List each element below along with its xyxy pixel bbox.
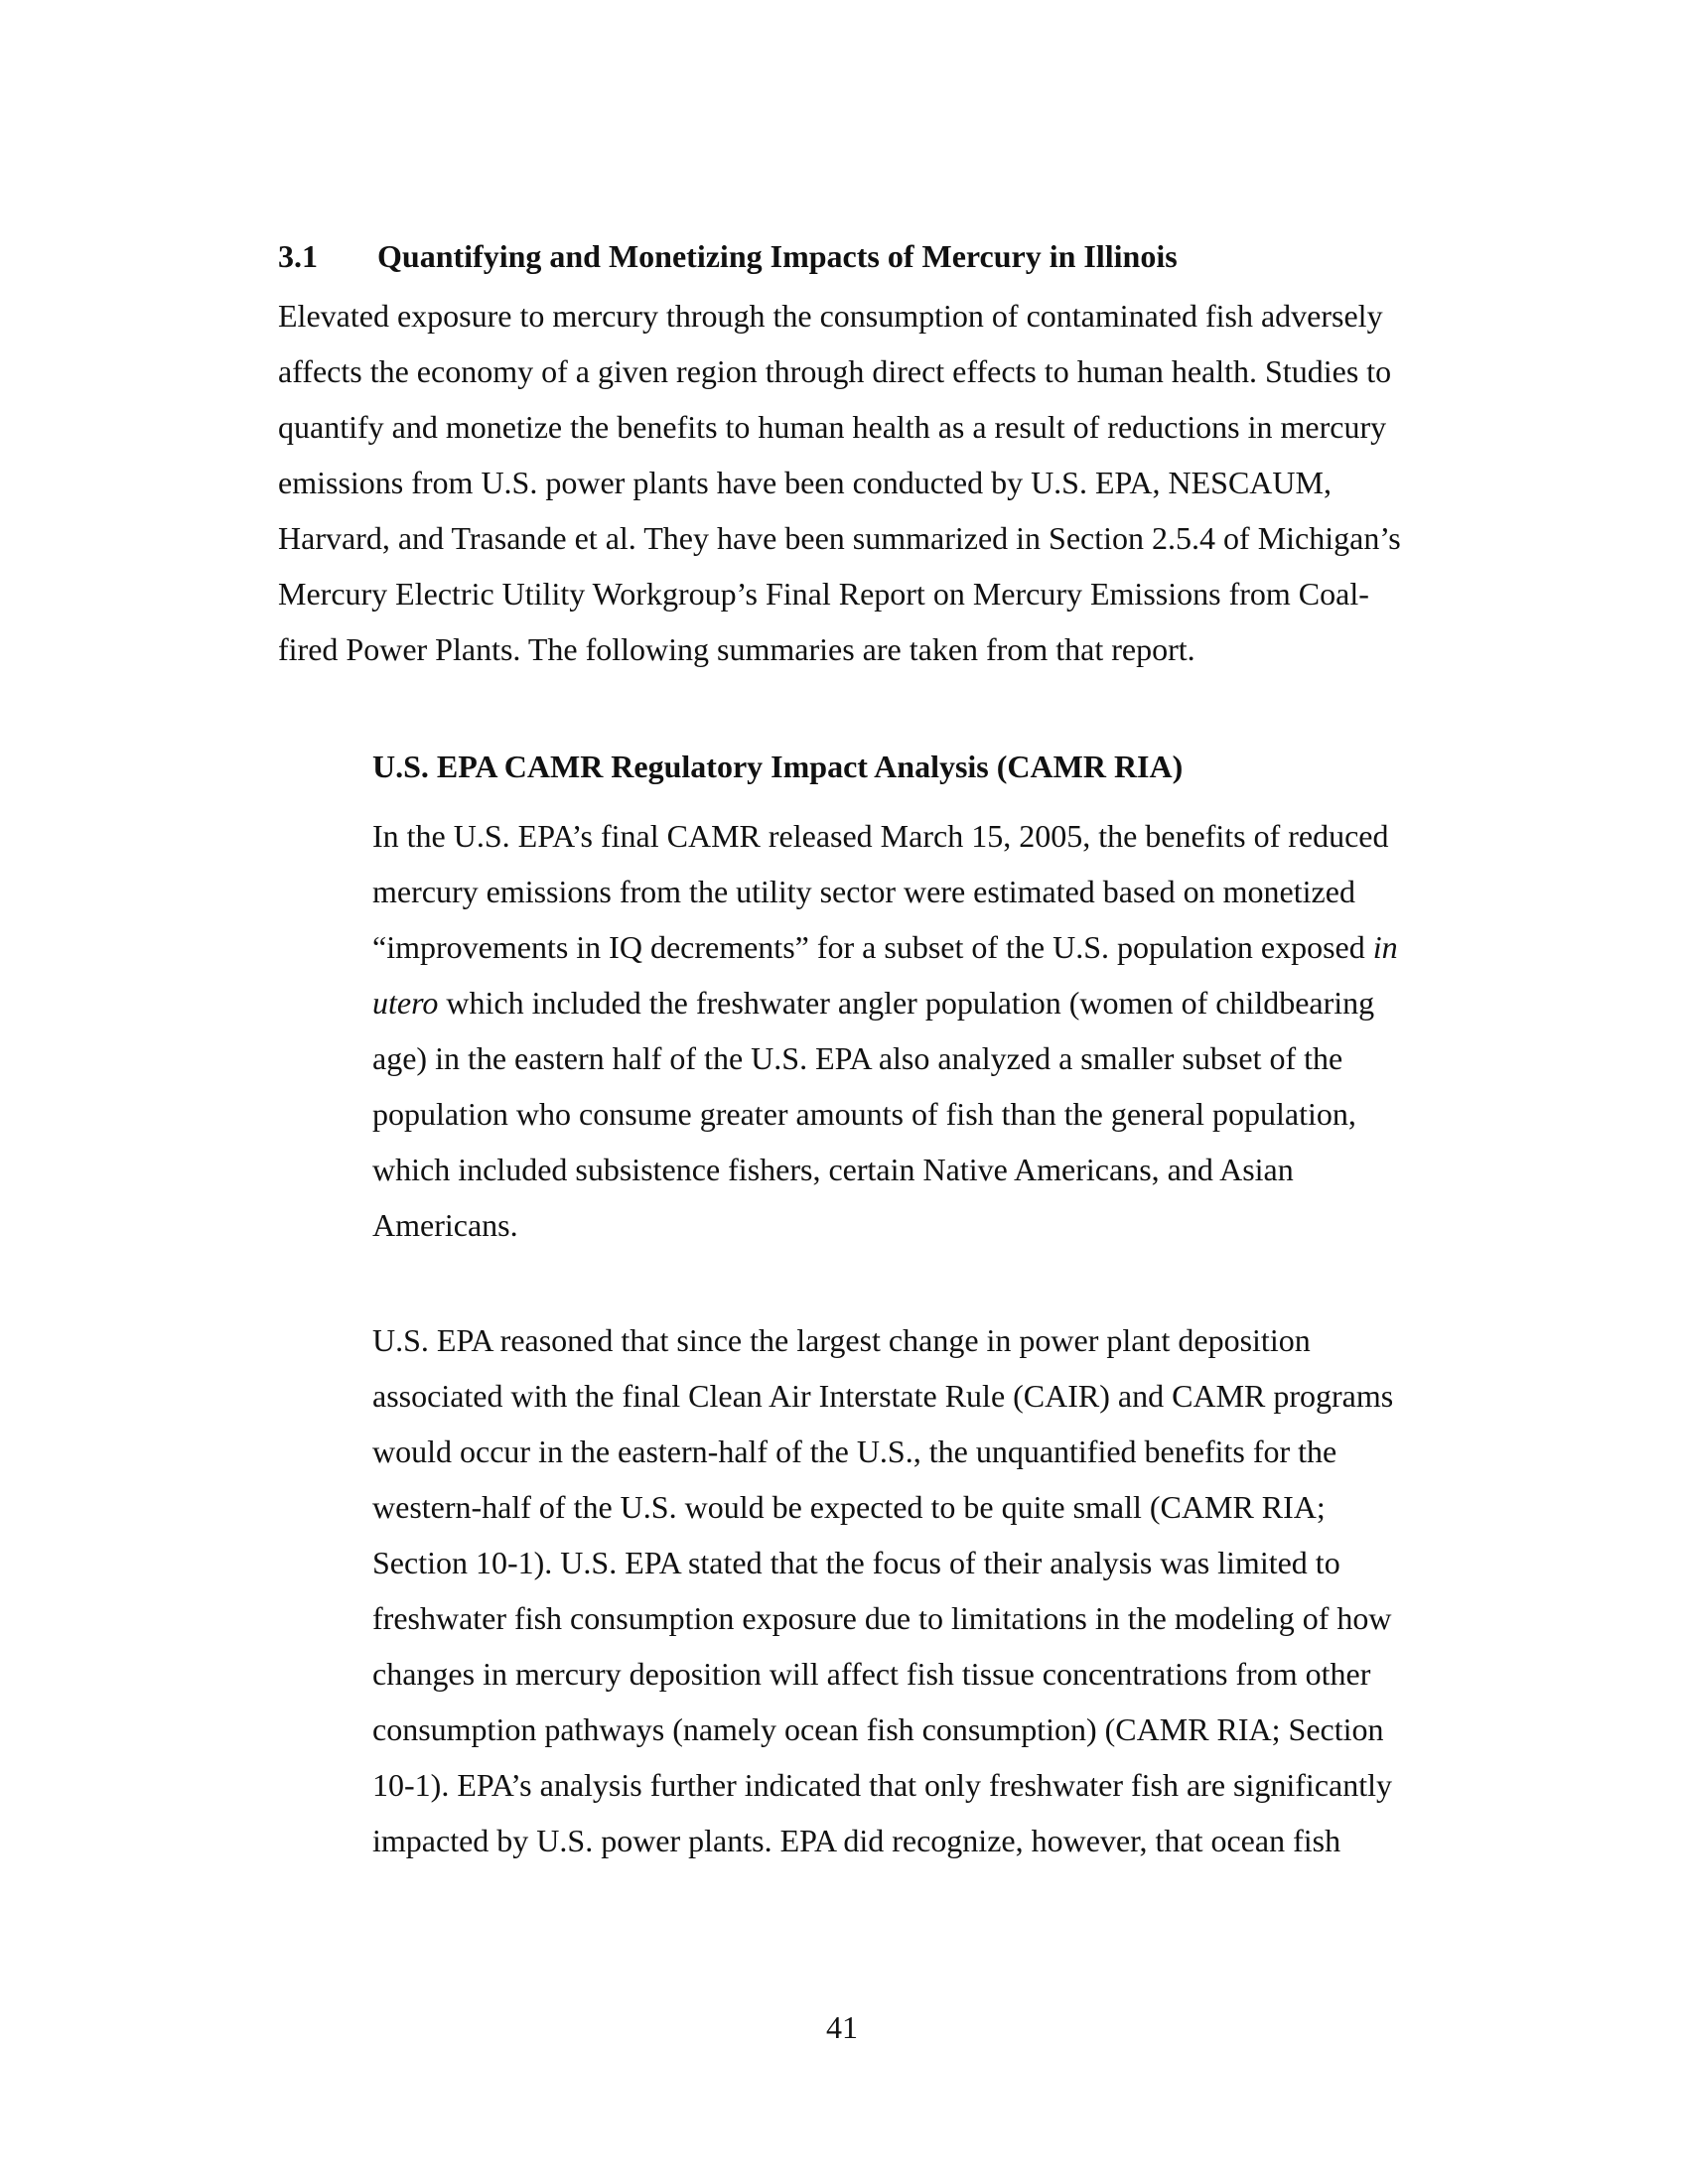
paragraph-line: age) in the eastern half of the U.S. EPA also analyzed a smaller subset of the [372, 1040, 1343, 1076]
paragraph-line: mercury emissions from the utility sector were estimated based on monetized [372, 874, 1355, 909]
section-number: 3.1 [278, 238, 318, 274]
paragraph-line [372, 927, 1398, 967]
paragraph-line [372, 983, 1374, 1023]
section-title: Quantifying and Monetizing Impacts of Mercury in Illinois [377, 238, 1178, 274]
line-text: “improvements in IQ decrements” for a subset of the U.S. population exposed [372, 929, 1373, 965]
paragraph-line: associated with the final Clean Air Interstate Rule (CAIR) and CAMR programs [372, 1378, 1394, 1414]
paragraph-line: quantify and monetize the benefits to human health as a result of reductions in mercury [278, 409, 1387, 445]
paragraph-line: western-half of the U.S. would be expected to be quite small (CAMR RIA; [372, 1489, 1326, 1525]
paragraph-line: would occur in the eastern-half of the U.S., the unquantified benefits for the [372, 1433, 1337, 1469]
paragraph-line: Harvard, and Trasande et al. They have been summarized in Section 2.5.4 of Michigan’s [278, 520, 1401, 556]
paragraph-line: fired Power Plants. The following summaries are taken from that report. [278, 631, 1195, 667]
paragraph-line: emissions from U.S. power plants have been conducted by U.S. EPA, NESCAUM, [278, 465, 1332, 500]
paragraph-line: consumption pathways (namely ocean fish consumption) (CAMR RIA; Section [372, 1711, 1384, 1747]
italic-term: utero [372, 985, 439, 1021]
paragraph-line: In the U.S. EPA’s final CAMR released March 15, 2005, the benefits of reduced [372, 818, 1389, 854]
paragraph-line: Elevated exposure to mercury through the consumption of contaminated fish adversely [278, 298, 1383, 334]
paragraph-line: which included subsistence fishers, certain Native Americans, and Asian [372, 1152, 1294, 1187]
subsection-heading: U.S. EPA CAMR Regulatory Impact Analysis (CAMR RIA) [372, 749, 1184, 784]
line-text: which included the freshwater angler population (women of childbearing [438, 985, 1375, 1021]
paragraph-line: changes in mercury deposition will affect fish tissue concentrations from other [372, 1656, 1371, 1692]
paragraph-line: affects the economy of a given region through direct effects to human health. Studies to [278, 353, 1392, 389]
paragraph-line: U.S. EPA reasoned that since the largest change in power plant deposition [372, 1322, 1311, 1358]
italic-term: in [1372, 929, 1398, 965]
paragraph-line: Section 10-1). U.S. EPA stated that the focus of their analysis was limited to [372, 1545, 1340, 1580]
paragraph-line: population who consume greater amounts of fish than the general population, [372, 1096, 1356, 1132]
paragraph-line: impacted by U.S. power plants. EPA did recognize, however, that ocean fish [372, 1823, 1341, 1858]
paragraph-line: freshwater fish consumption exposure due to limitations in the modeling of how [372, 1600, 1392, 1636]
paragraph-line: Mercury Electric Utility Workgroup’s Final Report on Mercury Emissions from Coal- [278, 576, 1369, 612]
section-heading [278, 236, 1178, 276]
paragraph-line: Americans. [372, 1207, 518, 1243]
page-number: 41 [826, 2009, 858, 2045]
paragraph-line: 10-1). EPA’s analysis further indicated that only freshwater fish are significantly [372, 1767, 1392, 1803]
